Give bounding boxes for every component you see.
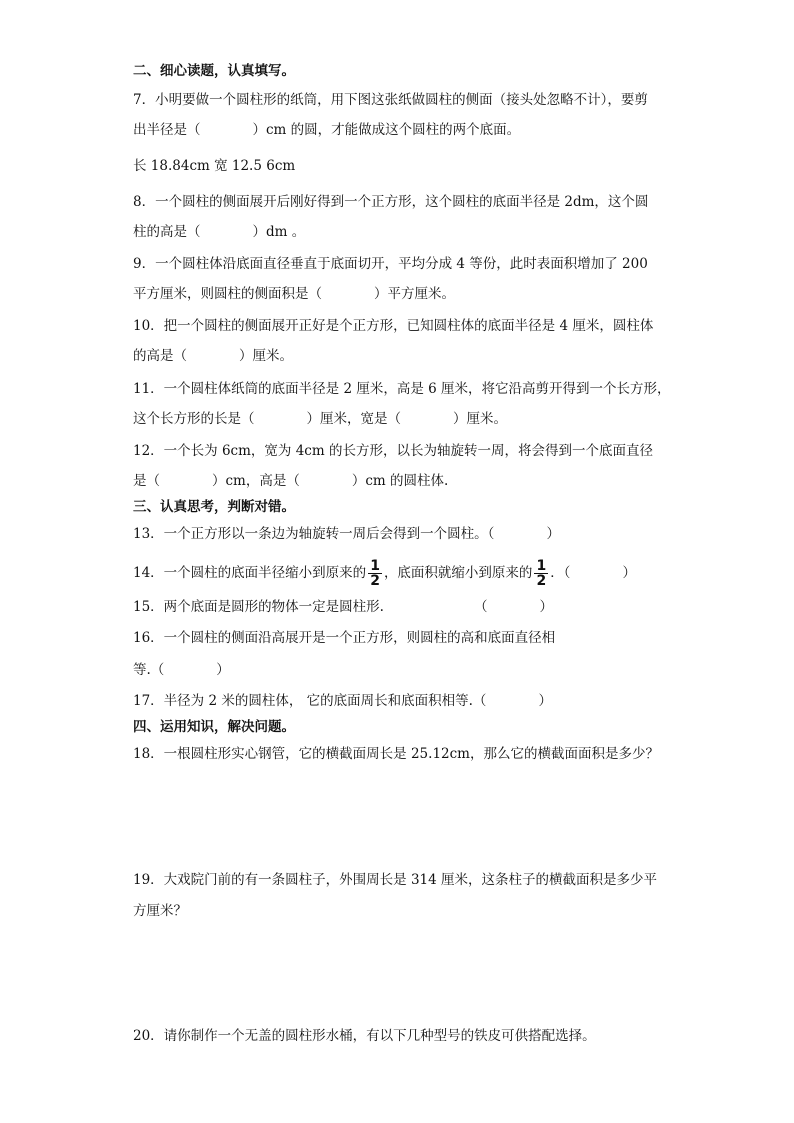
fraction-one-half: $\frac{1}{2}$ [536, 558, 547, 589]
q18-line1: 18．一根圆柱形实心钢管，它的横截面周长是 25.12cm，那么它的横截面面积是多少？ [133, 746, 659, 762]
q11-line1: 11．一个圆柱体纸筒的底面半径是 2 厘米，高是 6 厘米，将它沿高剪开得到一个长方形， [133, 381, 671, 397]
q12-line1: 12．一个长为 6cm，宽为 4cm 的长方形，以长为轴旋转一周，将会得到一个底面直径 [133, 443, 653, 459]
section3-heading: 三、认真思考，判断对错。 [133, 499, 295, 515]
q17-line: 17．半径为 2 米的圆柱体， 它的底面周长和底面积相等.（ ） [133, 693, 552, 709]
q20-line1: 20．请你制作一个无盖的圆柱形水桶，有以下几种型号的铁皮可供搭配选择。 [133, 1028, 596, 1044]
q10-line2: 的高是（ ）厘米。 [133, 348, 293, 364]
q12-line2: 是（ ）cm，高是（ ）cm 的圆柱体. [133, 473, 449, 489]
q13-line: 13．一个正方形以一条边为轴旋转一周后会得到一个圆柱。（ ） [133, 526, 560, 542]
q8-line1: 8．一个圆柱的侧面展开后刚好得到一个正方形，这个圆柱的底面半径是 2dm，这个圆 [133, 194, 649, 210]
q16-line2: 等.（ ） [133, 662, 230, 678]
q10-line1: 10．把一个圆柱的侧面展开正好是个正方形，已知圆柱体的底面半径是 4 厘米，圆柱体 [133, 318, 654, 334]
section4-heading: 四、运用知识，解决问题。 [133, 719, 295, 735]
q7-paper-dimensions: 长 18.84cm 宽 12.5 6cm [133, 158, 296, 174]
q7-line2: 出半径是（ ）cm 的圆，才能做成这个圆柱的两个底面。 [133, 122, 521, 138]
q9-line2: 平方厘米，则圆柱的侧面积是（ ）平方厘米。 [133, 286, 455, 302]
q9-line1: 9．一个圆柱体沿底面直径垂直于底面切开，平均分成 4 等份，此时表面积增加了 200 [133, 256, 648, 272]
q15-line: 15．两个底面是圆形的物体一定是圆柱形. （ ） [133, 599, 553, 615]
q8-line2: 柱的高是（ ）dm 。 [133, 224, 306, 240]
q16-line1: 16．一个圆柱的侧面沿高展开是一个正方形，则圆柱的高和底面直径相 [133, 630, 556, 646]
section2-heading: 二、细心读题，认真填写。 [133, 63, 295, 79]
q14-line: 14．一个圆柱的底面半径缩小到原来的 $\frac{1}{2}$ ，底面积就缩小到原来的 $\frac{1}{2}$ ．（ ） [133, 558, 636, 589]
q7-line1: 7．小明要做一个圆柱形的纸筒，用下图这张纸做圆柱的侧面（接头处忽略不计），要剪 [133, 92, 648, 108]
q19-line2: 方厘米？ [133, 903, 187, 919]
q11-line2: 这个长方形的长是（ ）厘米，宽是（ ）厘米。 [133, 411, 507, 427]
fraction-one-half: $\frac{1}{2}$ [370, 558, 380, 589]
q19-line1: 19．大戏院门前的有一条圆柱子，外围周长是 314 厘米，这条柱子的横截面积是多少平 [133, 872, 658, 888]
